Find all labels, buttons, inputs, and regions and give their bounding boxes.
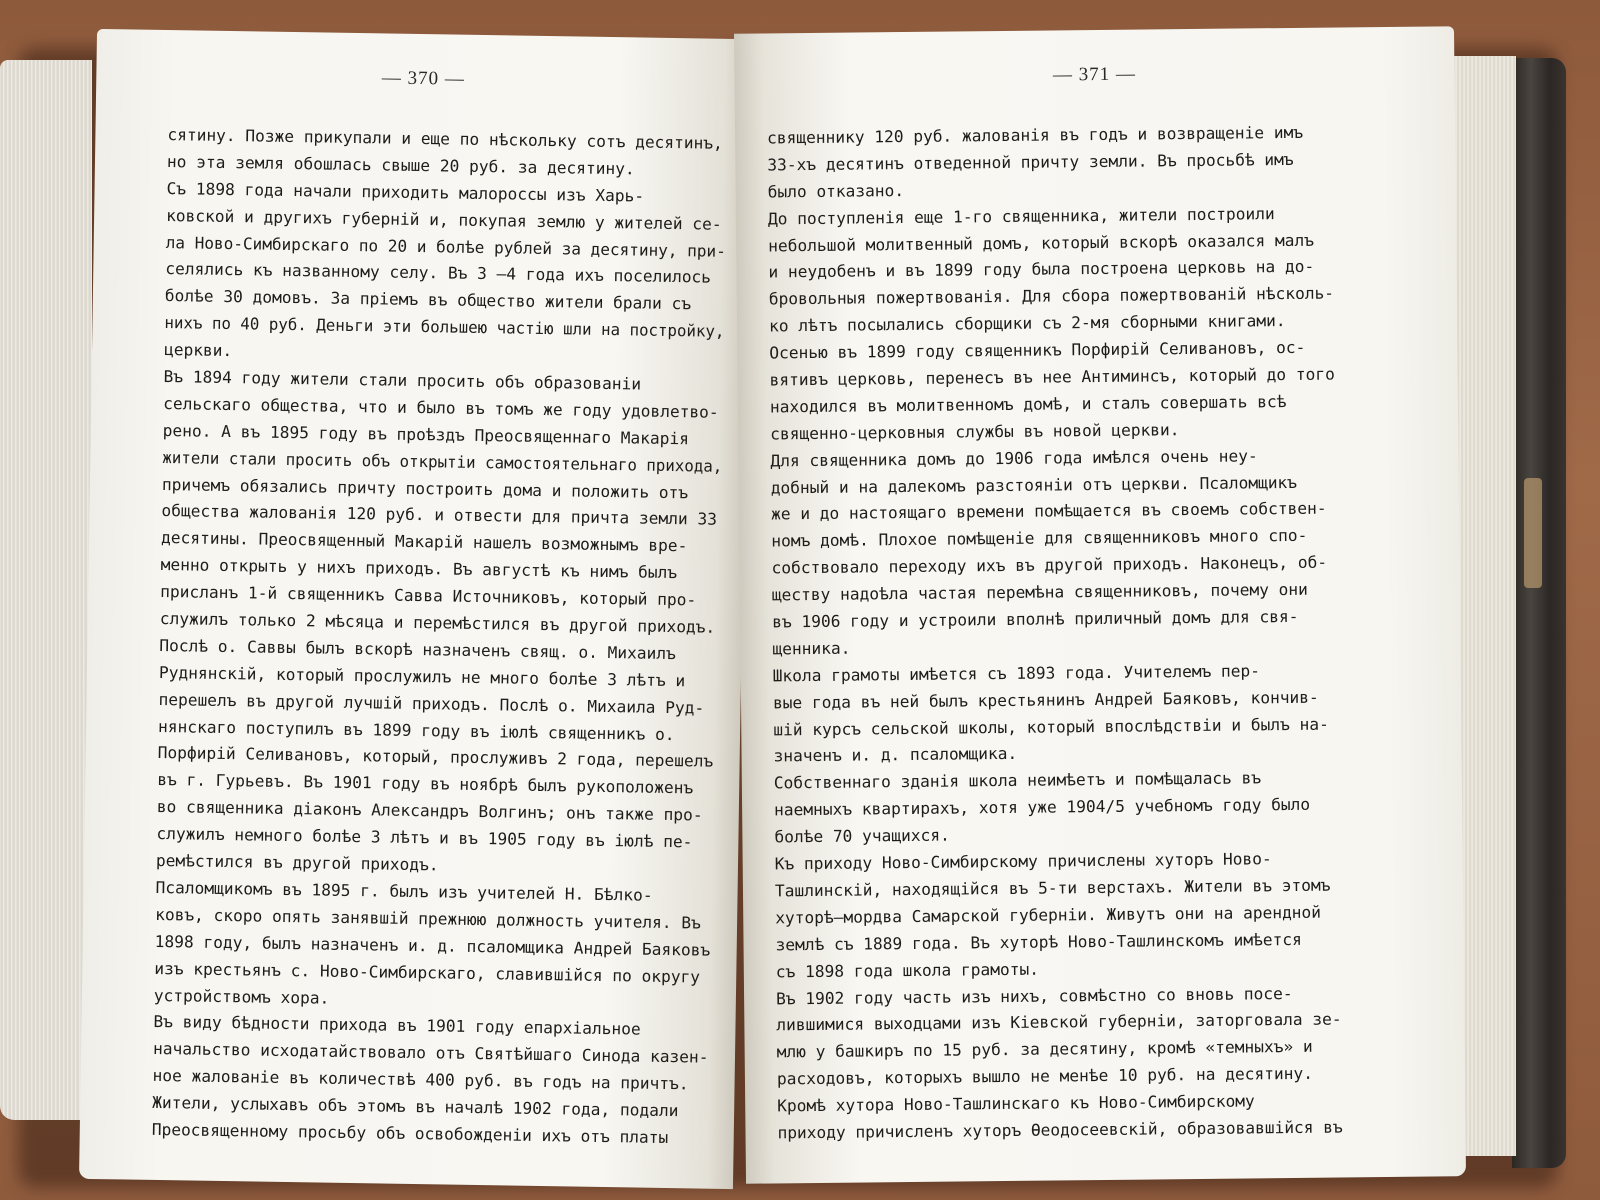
text-line: жители стали просить объ открытіи самостоятельнаго прихода, (162, 447, 723, 476)
text-line: Кромѣ хутора Ново-Ташлинскаго къ Ново-Симбирскому (777, 1091, 1255, 1116)
text-line: небольшой молитвенный домъ, который вскорѣ оказался малъ (768, 230, 1315, 256)
left-page-stack-edges (0, 60, 92, 1120)
text-line: Къ приходу Ново-Симбирскому причислены хуторъ Ново- (774, 849, 1272, 874)
text-line: священно-церковныя службы въ новой церкви. (770, 419, 1180, 444)
text-line: ное жалованіе въ количествѣ 400 руб. въ годъ на причтъ. (152, 1066, 689, 1094)
text-line: добный и на далекомъ разстояніи отъ церкви. Псаломщикъ (770, 472, 1298, 498)
text-line: находился въ молитвенномъ домѣ, и сталъ совершать всѣ (769, 391, 1287, 417)
text-line: Съ 1898 года начали приходить малороссы изъ Харь- (166, 178, 645, 206)
text-line: во священника діаконъ Александръ Волгинъ; онъ также про- (156, 797, 703, 825)
text-line: До поступленія еще 1-го священника, жители построили (767, 203, 1275, 229)
text-line: млю у башкиръ по 15 руб. за десятину, кромѣ «темныхъ» и (776, 1037, 1313, 1062)
text-line: Жители, услыхавъ объ этомъ въ началѣ 1902 года, подали (152, 1092, 679, 1121)
text-line: нихъ по 40 руб. Деньги эти большею частію шли на постройку, (164, 313, 725, 342)
text-line: десятины. Преосвященный Макарій нашелъ возможнымъ вре- (160, 528, 688, 556)
text-line: болѣе 70 учащихся. (774, 825, 950, 847)
text-line: служилъ немного болѣе 3 лѣтъ и въ 1905 году въ іюлѣ пе- (156, 824, 693, 852)
text-line: ковъ, скоро опять занявшій прежнюю должность учителя. Въ (155, 904, 702, 933)
left-page-text (152, 122, 728, 1153)
text-line: болѣе 30 домовъ. За пріемъ въ общество жители брали съ (164, 286, 692, 314)
text-line: Школа грамоты имѣется съ 1893 года. Учителемъ пер- (772, 661, 1261, 686)
text-line: Для священника домъ до 1906 года имѣлся очень неу- (770, 446, 1258, 471)
text-line: священнику 120 руб. жалованія въ годъ и возвращеніе имъ (766, 122, 1304, 148)
text-line: ковской и другихъ губерній и, покупая землю у жителей се- (166, 205, 722, 234)
text-line: перешелъ въ другой лучшій приходъ. Послѣ о. Михаила Руд- (158, 689, 705, 718)
text-line: изъ крестьянъ с. Ново-Симбирскаго, славившійся по округу (154, 958, 701, 987)
book-cover-edge (1512, 58, 1566, 1168)
text-line: Въ 1902 году часть изъ нихъ, совмѣстно со вновь посе- (776, 983, 1293, 1008)
text-line: щенника. (772, 638, 851, 659)
text-line: было отказано. (767, 180, 905, 202)
text-line: Осенью въ 1899 году священникъ Порфирій Селивановъ, ос- (769, 337, 1306, 363)
text-line: бровольныя пожертвованія. Для сбора пожертвованій нѣсколь- (768, 283, 1335, 309)
text-line: сятину. Позже прикупали и еще по нѣскольку сотъ десятинъ, (167, 125, 724, 153)
text-line: лившимися выходцами изъ Кіевской губерніи, заторговала зе- (776, 1009, 1342, 1035)
text-line: въ 1906 году и устроили вполнѣ приличный домъ для свя- (772, 606, 1299, 632)
text-line: съ 1898 года школа грамоты. (775, 959, 1040, 982)
text-line: собствовало переходу ихъ въ другой приходъ. Наконецъ, об- (771, 552, 1328, 578)
text-line: хуторѣ—мордва Самарской губерніи. Живутъ они на арендной (775, 902, 1322, 928)
text-line: же и до настоящаго времени помѣщается въ своемъ собствен- (770, 499, 1327, 524)
text-line: Собственнаго зданія школа неимѣетъ и помѣщалась въ (773, 768, 1262, 793)
text-line: въ г. Гурьевъ. Въ 1901 году въ ноябрѣ былъ рукоположенъ (157, 770, 694, 798)
text-line: расходовъ, которыхъ вышло не менѣе 10 руб. на десятину. (776, 1063, 1314, 1089)
text-line: устройствомъ хора. (153, 985, 330, 1008)
text-line: рено. А въ 1895 году въ проѣздъ Преосвященнаго Макарія (162, 420, 690, 449)
text-line: присланъ 1-й священникъ Савва Источниковъ, который про- (160, 582, 697, 610)
text-line: Въ 1894 году жители стали просить объ образованіи (163, 367, 642, 394)
text-line: ко лѣтъ посылались сборщики съ 2-мя сборными книгами. (768, 311, 1286, 336)
text-line: Порфирій Селивановъ, который, прослуживъ 2 года, перешелъ (157, 743, 714, 772)
page-number-left: — 370 — (381, 67, 465, 90)
text-line: шій курсъ сельской школы, который впослѣдствіи и былъ на- (773, 714, 1329, 740)
text-line: номъ домѣ. Плохое помѣщеніе для священниковъ много спо- (771, 526, 1308, 551)
page-number-right: — 371 — (1052, 63, 1137, 86)
text-line: Преосвященному просьбу объ освобожденіи ихъ отъ платы (151, 1119, 669, 1147)
text-line: Ташлинскій, находящійся въ 5-ти верстахъ. Жители въ этомъ (774, 875, 1331, 901)
text-line: Послѣ о. Саввы былъ вскорѣ назначенъ свящ. о. Михаилъ (159, 635, 677, 664)
text-line: землѣ съ 1889 года. Въ хуторѣ Ново-Ташлинскомъ имѣется (775, 929, 1302, 955)
text-line: Въ виду бѣдности прихода въ 1901 году епархіальное (153, 1012, 641, 1039)
text-line: ществу надоѣла частая перемѣна священниковъ, почему они (771, 579, 1308, 605)
text-line: и неудобенъ и въ 1899 году была построена церковь на до- (768, 257, 1315, 282)
text-line: причемъ обязались причту построить дома и положить отъ (161, 474, 689, 502)
text-line: значенъ и. д. псаломщика. (773, 744, 1018, 766)
text-line: 1898 году, былъ назначенъ и. д. псаломщика Андрей Баяковъ (154, 931, 711, 960)
text-line: селялись къ названному селу. Въ 3 —4 года ихъ поселилось (165, 259, 712, 288)
text-line: общества жалованія 120 руб. и отвести для причта земли 33 (161, 501, 718, 530)
text-line: наемныхъ квартирахъ, хотя уже 1904/5 учебномъ году было (774, 795, 1311, 820)
text-line: нянскаго поступилъ въ 1899 году въ іюлѣ священникъ о. (157, 716, 675, 744)
text-line: но эта земля обошлась свыше 20 руб. за десятину. (166, 151, 635, 179)
text-line: служилъ только 2 мѣсяца и перемѣстился въ другой приходъ. (159, 609, 716, 637)
text-line: начальство исходатайствовало отъ Святѣйшаго Синода казен- (152, 1039, 709, 1067)
text-line: церкви. (163, 340, 233, 361)
text-line: Руднянскій, который прослужилъ не много болѣе 3 лѣтъ и (158, 662, 686, 691)
text-line: менно открыть у нихъ приходъ. Въ августѣ къ нимъ былъ (160, 555, 678, 583)
text-line: 33-хъ десятинъ отведенной причту земли. Въ просьбѣ имъ (767, 149, 1294, 175)
text-line: ремѣстился въ другой приходъ. (155, 851, 439, 875)
text-line: вые года въ ней былъ крестьянинъ Андрей Баяковъ, кончив- (772, 687, 1319, 713)
text-line: ла Ново-Симбирскаго по 20 и болѣе рублей за десятину, при- (165, 232, 726, 261)
right-page (734, 26, 1466, 1183)
text-line: сельскаго общества, что и было въ томъ же году удовлетво- (163, 393, 719, 422)
text-line: Псаломщикомъ въ 1895 г. былъ изъ учителей Н. Бѣлко- (155, 877, 653, 905)
left-page (79, 29, 751, 1189)
text-line: приходу причисленъ хуторъ Ѳеодосеевскій, образовавшійся въ (777, 1117, 1343, 1143)
text-line: вятивъ церковь, перенесъ въ нее Антиминсъ, который до того (769, 364, 1335, 390)
right-page-text (767, 119, 1363, 1147)
